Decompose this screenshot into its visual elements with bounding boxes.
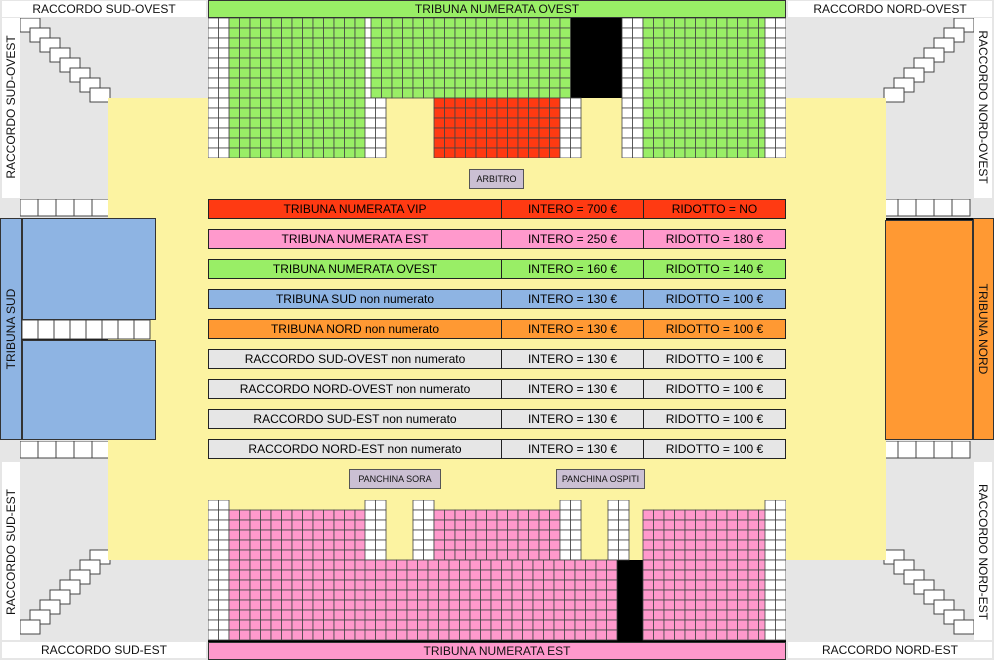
price-sector: RACCORDO NORD-EST non numerato <box>209 440 502 458</box>
corner-stairs-sw <box>20 530 120 640</box>
price-sector: RACCORDO NORD-OVEST non numerato <box>209 380 502 398</box>
corner-stairs-nw <box>20 18 120 128</box>
price-full: INTERO = 130 € <box>502 380 644 398</box>
corner-label-nord-ovest-top: RACCORDO NORD-OVEST <box>788 1 992 17</box>
price-sector: TRIBUNA NUMERATA VIP <box>209 200 502 218</box>
stand-sud-aisle <box>22 320 156 340</box>
arbitro-tag[interactable]: ARBITRO <box>469 169 524 189</box>
price-full: INTERO = 130 € <box>502 410 644 428</box>
corner-stairs-se <box>874 530 974 640</box>
corner-label-sud-ovest-top: RACCORDO SUD-OVEST <box>2 1 206 17</box>
price-reduced: RIDOTTO = 180 € <box>665 232 764 246</box>
home-bench-tag[interactable]: PANCHINA SORA <box>349 469 441 489</box>
price-row-raccordo-sud-ovest[interactable] <box>208 349 786 369</box>
stand-nord-block[interactable] <box>885 220 973 440</box>
stripe-se <box>880 441 975 459</box>
stand-est-title: TRIBUNA NUMERATA EST <box>423 644 571 658</box>
stand-ovest-title: TRIBUNA NUMERATA OVEST <box>414 2 580 16</box>
price-full: INTERO = 250 € <box>502 230 644 248</box>
price-full: INTERO = 700 € <box>502 200 644 218</box>
stand-est-seats[interactable] <box>208 500 786 642</box>
corner-label-nord-est-bottom: RACCORDO NORD-EST <box>788 642 992 658</box>
stand-nord-title: TRIBUNA NORD <box>976 283 990 375</box>
price-reduced: RIDOTTO = 100 € <box>665 382 764 396</box>
price-reduced: RIDOTTO = 140 € <box>665 262 764 276</box>
price-sector: TRIBUNA NUMERATA OVEST <box>209 260 502 278</box>
price-full: INTERO = 130 € <box>502 440 644 458</box>
price-full: INTERO = 130 € <box>502 320 644 338</box>
price-sector: RACCORDO SUD-OVEST non numerato <box>209 350 502 368</box>
price-full: INTERO = 160 € <box>502 260 644 278</box>
corner-label-sud-ovest-side: RACCORDO SUD-OVEST <box>4 35 18 179</box>
stripe-ne <box>880 199 975 217</box>
corner-label-sud-est-side: RACCORDO SUD-EST <box>4 489 18 616</box>
stand-sud-title: TRIBUNA SUD <box>4 288 18 370</box>
price-reduced: RIDOTTO = 100 € <box>665 292 764 306</box>
stand-sud-block-top[interactable] <box>22 218 156 320</box>
price-row-raccordo-sud-est[interactable] <box>208 409 786 429</box>
corner-label-sud-est-bottom: RACCORDO SUD-EST <box>2 642 206 658</box>
corner-stairs-ne <box>874 18 974 128</box>
price-full: INTERO = 130 € <box>502 290 644 308</box>
price-sector: TRIBUNA SUD non numerato <box>209 290 502 308</box>
price-sector: TRIBUNA NORD non numerato <box>209 320 502 338</box>
price-sector: RACCORDO SUD-EST non numerato <box>209 410 502 428</box>
price-reduced: RIDOTTO = NO <box>671 202 758 216</box>
price-row-raccordo-nord-est[interactable] <box>208 439 786 459</box>
price-row-sud[interactable] <box>208 289 786 309</box>
price-row-raccordo-nord-ovest[interactable] <box>208 379 786 399</box>
price-row-vip[interactable] <box>208 199 786 219</box>
price-reduced: RIDOTTO = 100 € <box>665 322 764 336</box>
price-reduced: RIDOTTO = 100 € <box>665 412 764 426</box>
price-row-ovest[interactable] <box>208 259 786 279</box>
stand-sud-block-bottom[interactable] <box>22 340 156 440</box>
price-full: INTERO = 130 € <box>502 350 644 368</box>
price-reduced: RIDOTTO = 100 € <box>665 442 764 456</box>
price-reduced: RIDOTTO = 100 € <box>665 352 764 366</box>
corner-label-nord-est-side: RACCORDO NORD-EST <box>976 483 990 620</box>
price-sector: TRIBUNA NUMERATA EST <box>209 230 502 248</box>
corner-label-nord-ovest-side: RACCORDO NORD-OVEST <box>976 30 990 184</box>
price-row-est[interactable] <box>208 229 786 249</box>
price-row-nord[interactable] <box>208 319 786 339</box>
stand-ovest-seats[interactable] <box>208 18 786 158</box>
away-bench-tag[interactable]: PANCHINA OSPITI <box>556 469 645 489</box>
